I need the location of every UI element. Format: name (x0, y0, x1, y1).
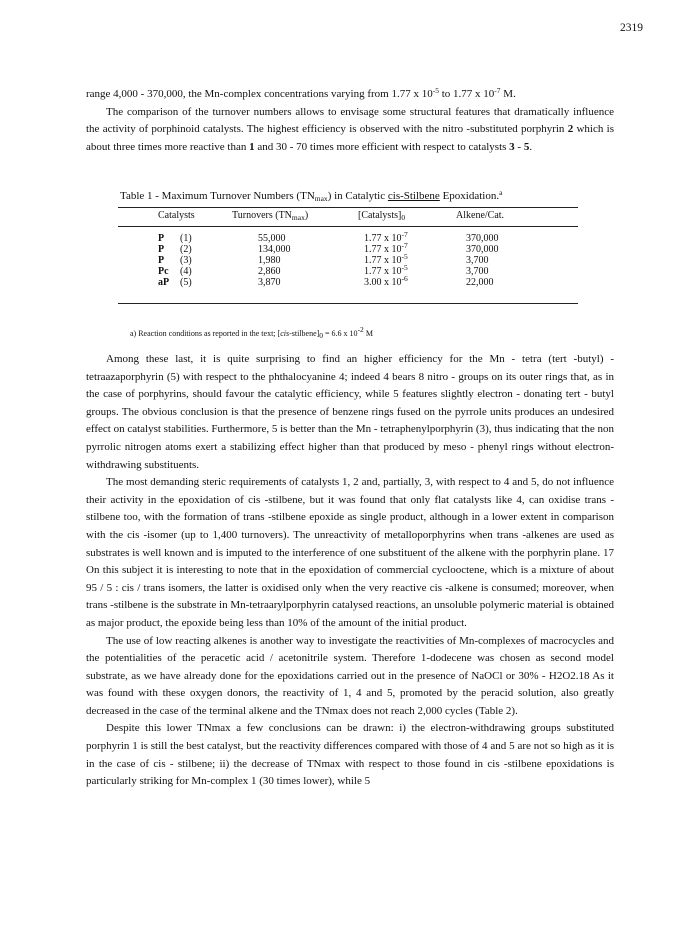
para3: Among these last, it is quite surprising to find an higher efficiency for the Mn - tetra (tert -butyl) - tetraazaporphyrin (5) with respect to the phthalocyanine 4; indeed 4 bears 8 nitro - groups on its outer rings that, as in the case of porphyrins, should favour the catalytic efficiency, while 5 features slightly electron - donating tert - butyl groups. The obvious conclusion is that the presence of benzene rings fused on the pyrrole units produces an undesired effect on catalyst stabilities. Furthermore, 5 is better than the Mn - tetraphenylporphyrin (3), thus indicating that the non pyrrolic nitrogen atoms exert a stabilizing effect higher than that produced by meso - phenyl rings without electron-withdrawing substituents. (86, 353, 614, 471)
cell-concentration: 1.77 x $10^{-5}$ (364, 263, 408, 277)
cell-turnovers: 134,000 (258, 244, 291, 255)
cell-type: P (158, 255, 165, 266)
main-text (86, 351, 614, 791)
cell-type: Pc (158, 266, 169, 277)
table-row (118, 264, 578, 275)
para2: The comparison of the turnover numbers allows to envisage some structural features that dramatically influence the activity of porphinoid catalysts. The highest efficiency is observed with the nitro -substituted porphyrin 2 which is about three times more reactive than 1 and 30 - 70 times more efficient with respect to catalysts 3 - 5. (86, 105, 614, 153)
turnover-table (118, 207, 578, 304)
cell-number: (3) (180, 255, 192, 266)
para1: range 4,000 - 370,000, the Mn-complex concentrations varying from 1.77 x $10^{-5}$ to 1.77 x $10^{-7}$ M. (86, 86, 516, 100)
para4: The most demanding steric requirements of catalysts 1, 2 and, partially, 3, with respect to 4 and 5, do not influence their activity in the epoxidation of cis -stilbene, but it was found that only flat catalysts like 4, can oxidise trans -stilbene too, with the formation of trans -stilbene epoxide as single product, although in a lower extent in comparison with the cis -isomer (up to 1,400 turnovers). The unreactivity of metalloporphyrins when trans -alkenes are used as substrates is well known and is imputed to the interference of one substituent of the alkene with the porphyrin plane. 17 On this subject it is interesting to note that in the epoxidation of commercial cyclooctene, which is a mixture of about 95 / 5 : cis / trans isomers, the latter is oxidised only when the very reactive cis -alkene is consumed; moreover, when trans -stilbene is the substrate in Mn-tetraarylporphyrin catalysed reactions, an unsoluble polymeric material is obtained as major product, the epoxide being less than 10% of the amount of the initial product. (86, 476, 614, 629)
table-row (118, 275, 578, 286)
table-row (118, 231, 578, 242)
cell-ratio: 370,000 (466, 244, 499, 255)
header-concentration: $[Catalysts]_0$ (358, 210, 406, 222)
table-header (118, 208, 578, 226)
cell-type: aP (158, 277, 170, 288)
intro-text (86, 86, 614, 156)
table-body (118, 227, 578, 303)
cell-turnovers: 2,860 (258, 266, 281, 277)
cell-concentration: 1.77 x $10^{-7}$ (364, 241, 408, 255)
table-caption: Table 1 - Maximum Turnover Numbers $(TN_{max})$ in Catalytic cis-Stilbene Epoxidation.$^a$ (120, 188, 503, 203)
cell-number: (2) (180, 244, 192, 255)
cell-concentration: 1.77 x $10^{-7}$ (364, 230, 408, 244)
cell-ratio: 3,700 (466, 266, 489, 277)
table-footnote: a) Reaction conditions as reported in the text; $[cis-stilbene]_0 = 6.6$ x $10^{-2}$ M (130, 325, 373, 340)
cell-concentration: 1.77 x $10^{-5}$ (364, 252, 408, 266)
cell-turnovers: 55,000 (258, 233, 286, 244)
cell-turnovers: 1,980 (258, 255, 281, 266)
cell-ratio: 22,000 (466, 277, 494, 288)
cell-number: (1) (180, 233, 192, 244)
cell-number: (5) (180, 277, 192, 288)
cell-number: (4) (180, 266, 192, 277)
cell-type: P (158, 233, 165, 244)
cell-ratio: 370,000 (466, 233, 499, 244)
cell-ratio: 3,700 (466, 255, 489, 266)
cell-concentration: 3.00 x $10^{-6}$ (364, 274, 408, 288)
page-number: 2319 (620, 22, 643, 34)
para6: Despite this lower TNmax a few conclusions can be drawn: i) the electron-withdrawing groups substituted porphyrin 1 is still the best catalyst, but the reactivity differences compared with those of 4 and 5 are not so high as it is in the case of cis - stilbene; ii) the decrease of TNmax with respect to those found in cis -stilbene epoxidations is particularly striking for Mn-complex 1 (30 times lower), while 5 (86, 722, 614, 788)
table-row (118, 242, 578, 253)
header-catalysts: Catalysts (158, 210, 195, 221)
cell-type: P (158, 244, 165, 255)
header-turnovers: Turnovers $(TN_{max})$ (232, 210, 309, 222)
table-row (118, 253, 578, 264)
cell-turnovers: 3,870 (258, 277, 281, 288)
header-ratio: Alkene/Cat. (456, 210, 505, 221)
para5: The use of low reacting alkenes is another way to investigate the reactivities of Mn-complexes of macrocycles and the potentialities of the peracetic acid / acetonitrile system. Therefore 1-dodecene was chosen as second model substrate, as we have already done for the epoxidations carried out in the presence of NaOCl or 30% - H2O2.18 As it was found with these oxygen donors, the reactivity of 1, 4 and 5, promoted by the peracid solution, also greatly decreased in the case of the terminal alkene and the TNmax does not reach 2,000 cycles (Table 2). (86, 634, 614, 717)
